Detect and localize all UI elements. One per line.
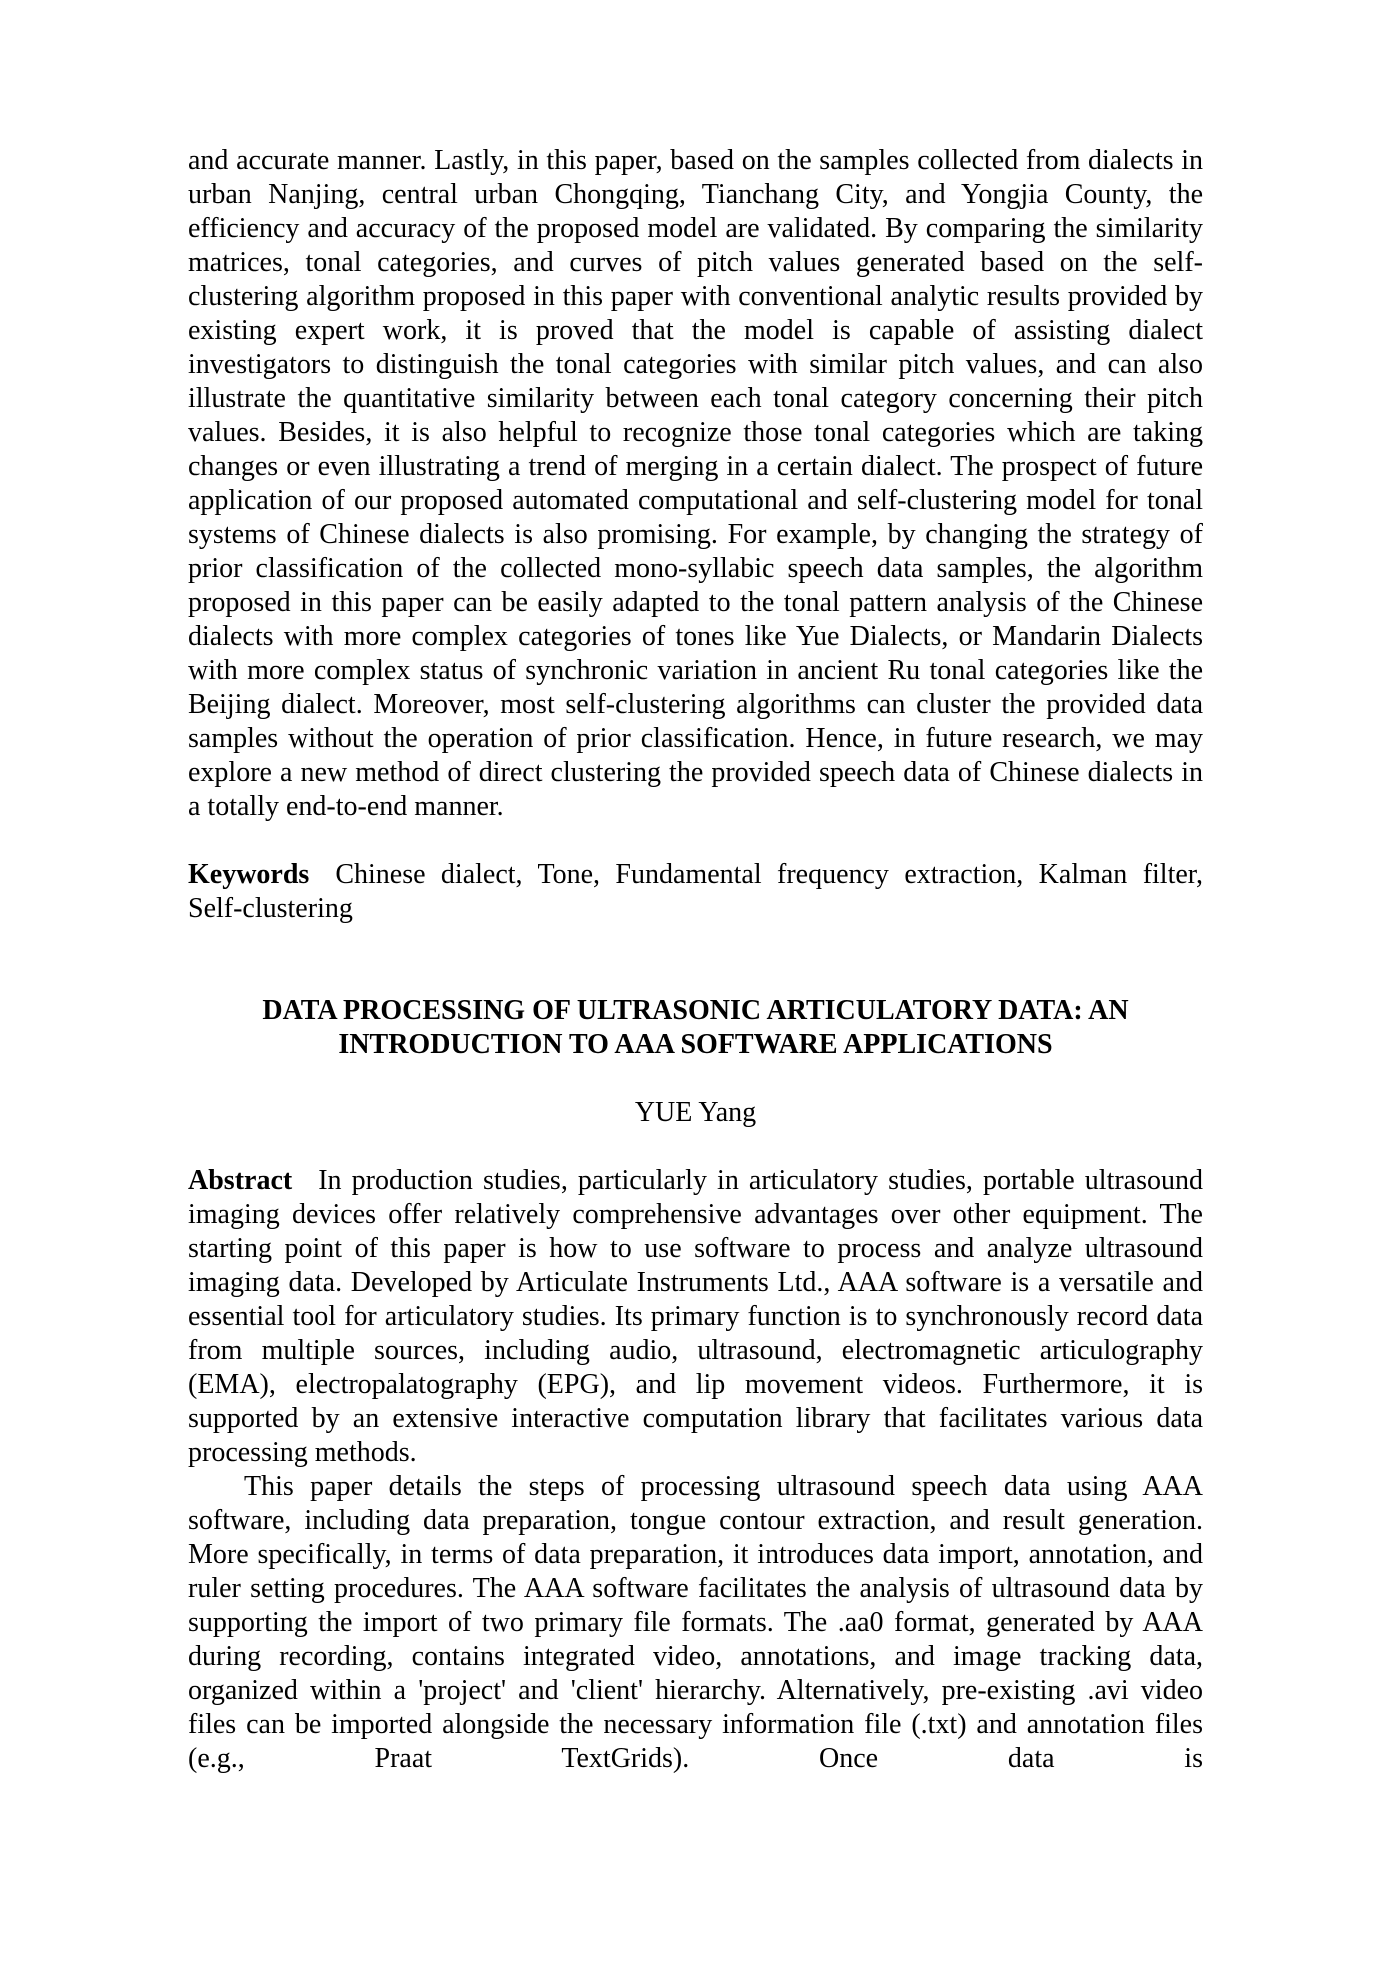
paper-title-line-2: INTRODUCTION TO AAA SOFTWARE APPLICATIONS <box>338 1029 1053 1060</box>
paper-title <box>188 994 1203 1062</box>
abstract-section <box>188 1164 1203 1470</box>
continued-paragraph: and accurate manner. Lastly, in this paper, based on the samples collected from dialects in urban Nanjing, central urban Chongqing, Tianchang City, and Yongjia County, the efficiency and accuracy of the proposed model are validated. By comparing the similarity matrices, tonal categories, and curves of pitch values generated based on the self-clustering algorithm proposed in this paper with conventional analytic results provided by existing expert work, it is proved that the model is capable of assisting dialect investigators to distinguish the tonal categories with similar pitch values, and can also illustrate the quantitative similarity between each tonal category concerning their pitch values. Besides, it is also helpful to recognize those tonal categories which are taking changes or even illustrating a trend of merging in a certain dialect. The prospect of future application of our proposed automated computational and self-clustering model for tonal systems of Chinese dialects is also promising. For example, by changing the strategy of prior classification of the collected mono-syllabic speech data samples, the algorithm proposed in this paper can be easily adapted to the tonal pattern analysis of the Chinese dialects with more complex categories of tones like Yue Dialects, or Mandarin Dialects with more complex status of synchronic variation in ancient Ru tonal categories like the Beijing dialect. Moreover, most self-clustering algorithms can cluster the provided data samples without the operation of prior classification. Hence, in future research, we may explore a new method of direct clustering the provided speech data of Chinese dialects in a totally end-to-end manner. <box>188 145 1203 822</box>
abstract-text: In production studies, particularly in articulatory studies, portable ultrasound imaging devices offer relatively comprehensive advantages over other equipment. The starting point of this paper is how to use software to process and analyze ultrasound imaging data. Developed by Articulate Instruments Ltd., AAA software is a versatile and essential tool for articulatory studies. Its primary function is to synchronously record data from multiple sources, including audio, ultrasound, electromagnetic articulography (EMA), electropalatography (EPG), and lip movement videos. Furthermore, it is supported by an extensive interactive computation library that facilitates various data processing methods. <box>188 1165 1203 1468</box>
body-paragraph: This paper details the steps of processing ultrasound speech data using AAA software, including data preparation, tongue contour extraction, and result generation. More specifically, in terms of data preparation, it introduces data import, annotation, and ruler setting procedures. The AAA software facilitates the analysis of ultrasound data by supporting the import of two primary file formats. The .aa0 format, generated by AAA during recording, contains integrated video, annotations, and image tracking data, organized within a 'project' and 'client' hierarchy. Alternatively, pre-existing .avi video files can be imported alongside the necessary information file (.txt) and annotation files (e.g., Praat TextGrids). Once data is <box>188 1471 1203 1774</box>
paper-author: YUE Yang <box>634 1097 757 1128</box>
keywords-text: Chinese dialect, Tone, Fundamental frequency extraction, Kalman filter, Self-clustering <box>188 859 1203 924</box>
keywords-section <box>188 858 1203 926</box>
paper-title-line-1: DATA PROCESSING OF ULTRASONIC ARTICULATORY DATA: AN <box>262 995 1129 1026</box>
keywords-label: Keywords <box>188 859 310 890</box>
abstract-label: Abstract <box>188 1165 293 1196</box>
